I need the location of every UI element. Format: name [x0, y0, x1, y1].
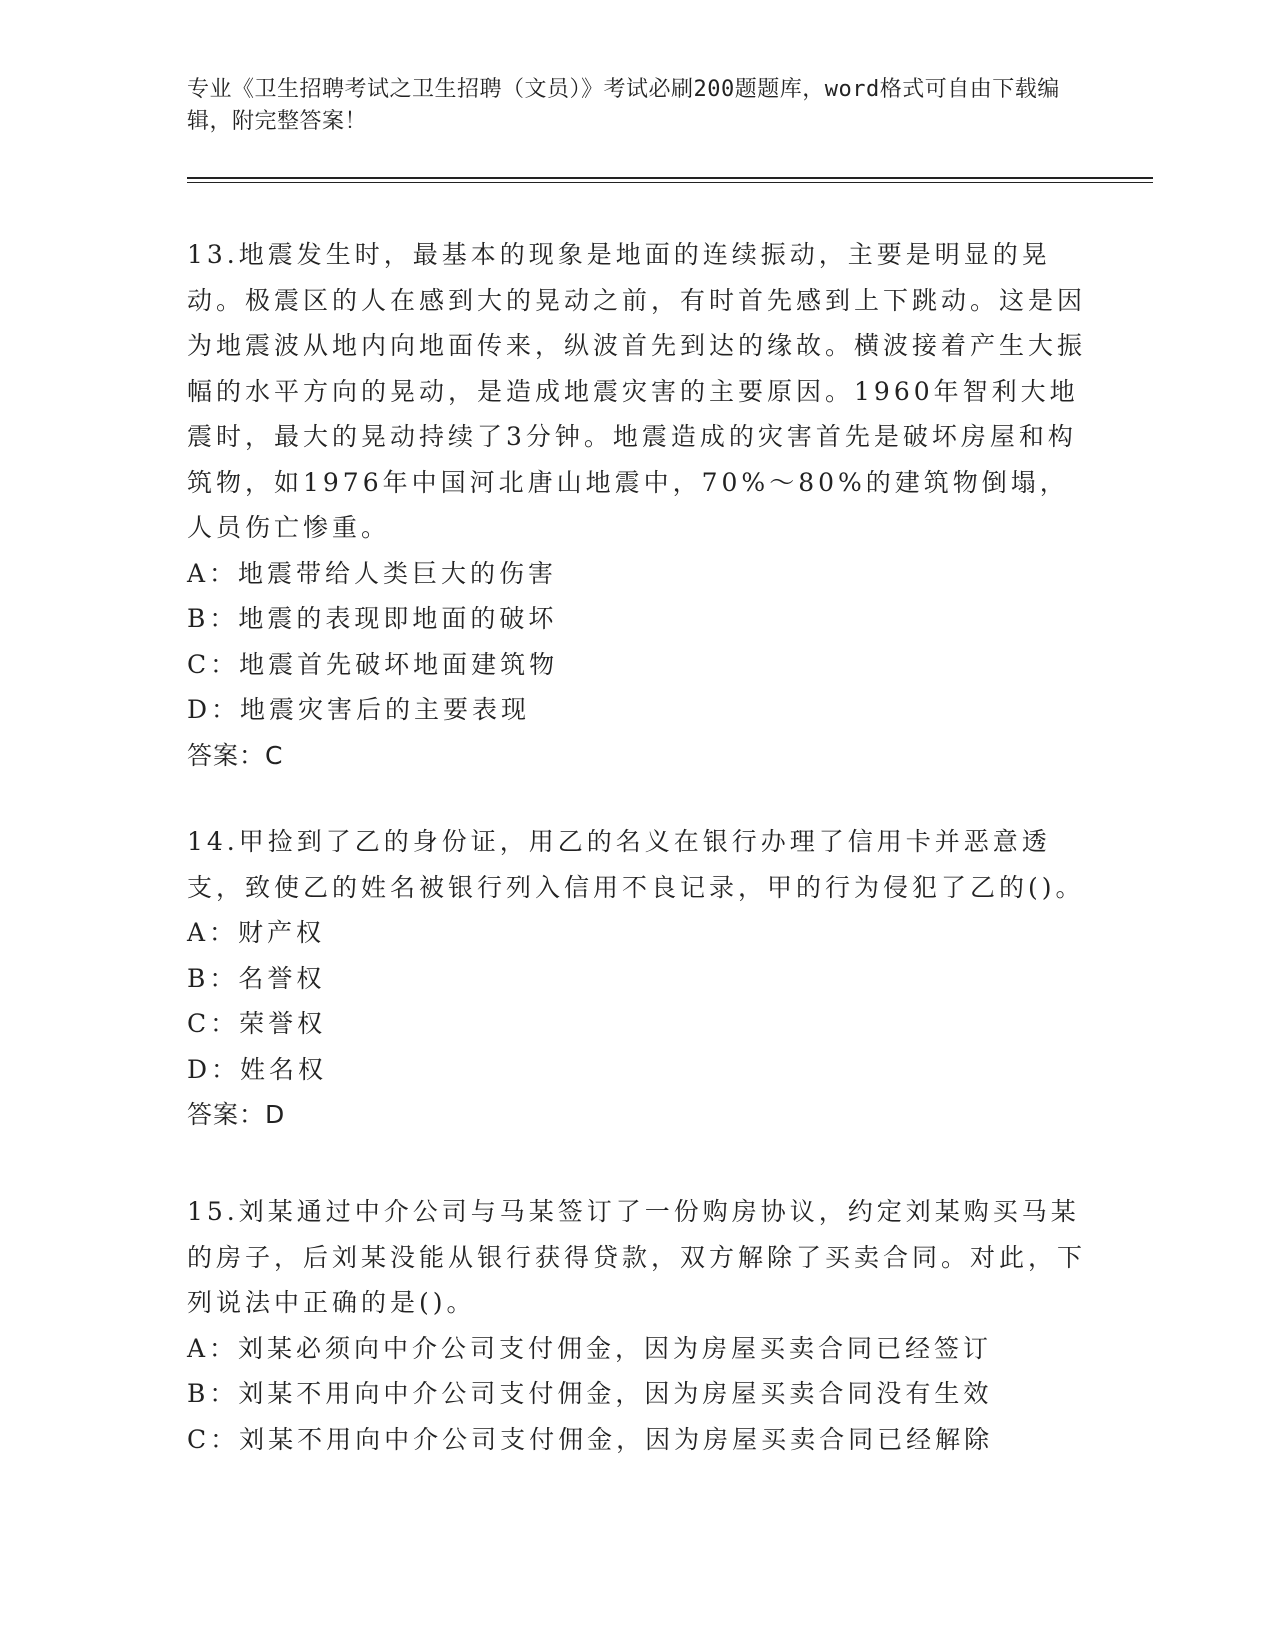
- option-a: A：财产权: [187, 918, 326, 947]
- question-stem: 14.甲捡到了乙的身份证，用乙的名义在银行办理了信用卡并恶意透支，致使乙的姓名被银行列入信用不良记录，甲的行为侵犯了乙的()。: [187, 827, 1085, 902]
- option-c: C：刘某不用向中介公司支付佣金，因为房屋买卖合同已经解除: [187, 1424, 994, 1454]
- document-header: 专业《卫生招聘考试之卫生招聘（文员）》考试必刷200题题库，word格式可自由下载编辑，附完整答案！: [187, 77, 1060, 134]
- question-13: [187, 232, 1092, 778]
- question-stem: 15.刘某通过中介公司与马某签订了一份购房协议，约定刘某购买马某的房子，后刘某没能从银行获得贷款，双方解除了买卖合同。对此，下列说法中正确的是()。: [187, 1197, 1087, 1317]
- option-a: A：刘某必须向中介公司支付佣金，因为房屋买卖合同已经签订: [187, 1333, 993, 1363]
- question-14: [187, 819, 1092, 1138]
- option-d: D：姓名权: [187, 1054, 328, 1084]
- option-c: C：地震首先破坏地面建筑物: [187, 649, 559, 679]
- option-b: B：名誉权: [187, 963, 326, 993]
- answer-line: 答案：C: [187, 740, 284, 770]
- option-c: C：荣誉权: [187, 1009, 327, 1038]
- option-b: B：地震的表现即地面的破坏: [187, 604, 558, 633]
- option-d: D：地震灾害后的主要表现: [187, 695, 531, 724]
- question-stem: 13.地震发生时，最基本的现象是地面的连续振动，主要是明显的晃动。极震区的人在感到大的晃动之前，有时首先感到上下跳动。这是因为地震波从地内向地面传来，纵波首先到达的缘故。横波接着产生大振幅的水平方向的晃动，是造成地震灾害的主要原因。1960年智利大地震时，最大的晃动持续了3分钟。地震造成的灾害首先是破坏房屋和构筑物，如1976年中国河北唐山地震中，70%～80%的建筑物倒塌，人员伤亡惨重。: [187, 240, 1087, 542]
- question-15: [187, 1189, 1092, 1462]
- option-b: B：刘某不用向中介公司支付佣金，因为房屋买卖合同没有生效: [187, 1379, 993, 1408]
- option-a: A：地震带给人类巨大的伤害: [187, 558, 558, 588]
- answer-line: 答案：D: [187, 1100, 286, 1129]
- header-divider-thin: [187, 182, 1153, 183]
- header-divider-thick: [187, 177, 1153, 179]
